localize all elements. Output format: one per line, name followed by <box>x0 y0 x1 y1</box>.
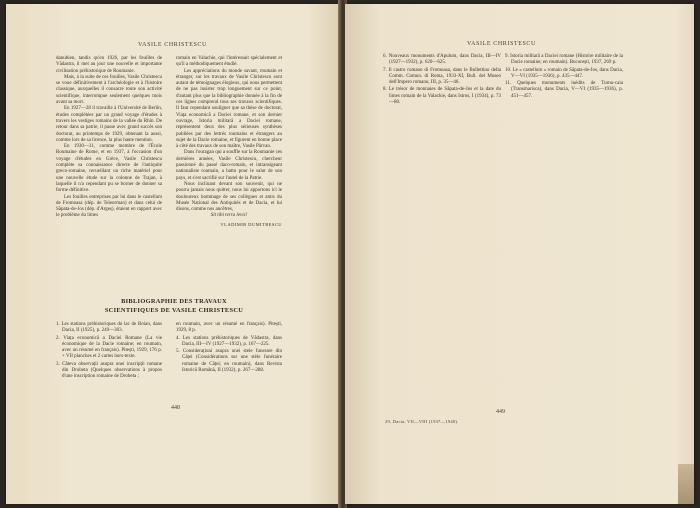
bibliography-item: 10. Le « castellum » romain de Săpata-de-Jos, dans Dacia, V—VI (1935—1936), p. 435—447. <box>505 67 623 79</box>
bibliography-item: en roumain, avec un résumé en français). Pitești, 1929, 8 p. <box>176 322 282 334</box>
paragraph: romain en Valachie, qui l'intéressait spécialement et qu'il a méthodiquement étudié. <box>176 56 282 68</box>
bibliography-item: 3. Câteva observații asupra unei inscripții romane din Drobeta (Quelques observations à propos d'une inscription romaine de Drobeta ; <box>56 361 162 380</box>
paragraph: Dans l'ouragan qui a souffle sur la Roumanie ces dernières années, Vasile Christescu, chercheur passionné du passé daco-romain, et intransigeant nationaliste roumain, a battu pour le salut de son pays, et s'est sacrifié sur l'autel de la Patrie. <box>176 150 282 181</box>
bibliography-item: 6. Nouveaux monuments d'Apulum, dans Dacia, III—IV (1927—1932), p. 620—625. <box>383 54 501 66</box>
running-head: VASILE CHRISTESCU <box>138 42 207 48</box>
signature-footer: 29, Dacia, VII—VIII (1937—1940). <box>385 419 459 424</box>
bibliography-title: BIBLIOGRAPHIE DES TRAVAUX SCIENTIFIQUES DE VASILE CHRISTESCU <box>104 298 244 314</box>
left-page <box>6 4 340 504</box>
bibliography-item: 11. Quelques monuments inédits de Turnu-caia (Transmarisca), dans Dacia, V—VI (1935—1936), p. 451—457. <box>505 81 623 99</box>
paragraph: En 1930—31, comme membre de l'École Roumaine de Rome, et en 1937, à l'occasion d'un voyage d'études en Grèce, Vasile Christescu complète sa connaissance directe de l'antiquité greco-romaine, recueillant un riche matériel pour une nouvelle étude sur la colonne de Trajan, à laquelle il n'a cependant pu se borner de donner sa forme définitive. <box>56 144 162 194</box>
bibliography-item: 4. Les stations préhistoriques de Vădastra, dans Dacia, III—IV (1927—1932), p. 167—225. <box>176 335 282 347</box>
text-column-1 <box>56 56 162 220</box>
bibliography-item: 7. Il castro romano di Fromoasa, dans le Bullettino della Comm. Comun. di Roma, 1933-XI, Bull. del Museo dell'Impero romano, III, p. 35—46. <box>383 67 501 86</box>
paragraph: En 1927—28 il travaille à l'Université de Berlin, études complétées par un grand voyage d'études à travers les vestiges romains de la vallée du Rhin. De retour dans sa patrie, il passe avec grand succès son doctorat, au printemps de 1929, obtenant la aussi, comme lors de sa licence, la plus haute mention. <box>56 106 162 143</box>
paragraph: Les fouilles entreprises par lui dans le castellum de Fromoasa (dép. de Teleorman) et dans celui de Săpata-de-Jos (dép. d'Argeș), étaient en rapport avec le problème du limes <box>56 194 162 219</box>
page-number: 449 <box>496 409 505 415</box>
bibliography-item: 9. Istoria militară a Daciei romane (Histoire militaire de la Dacie romaine; en roumain). București, 1937, 269 p. <box>505 54 623 66</box>
paragraph: danubien, tandis qu'en 1926, par les fouilles de Vădastra, il met au jour une nouvelle et importante civilisation préhistorique de Roumanie. <box>56 56 162 74</box>
page-edge <box>678 464 694 504</box>
running-head: VASILE CHRISTESCU <box>467 41 536 47</box>
bibliography-column-1 <box>56 322 162 382</box>
bibliography-item: 5. Considerațiuni asupra unei stele funerare din Câței (Considérations sur une stèle funéraire romaine de Câței; en roumain), dans Revista Istorică Română, II (1932), p. 267—288. <box>176 349 282 374</box>
bibliography-column-2 <box>176 322 282 375</box>
paragraph: Les appréciations du monde savant, roumain et étranger, sur les travaux de Vasile Christescu sont autant de témoignages élogieux, qui nous permettent de ne pas insister trop longuement sur ce point, d'autant plus que la bibliographie donnée à la fin de ces lignes comprend tous ses travaux scientifiques. Il faut cependant souligner que sa thèse de doctorat, Viața economică a Daciei romane, et son dernier ouvrage, Istoria militară a Daciei romane, représentent deux des plus sérieuses synthèses publiées par des lettrés roumains et étrangers au sujet de la Dacie romaine, et figurent en bonne place à côté des travaux de son maître, Vasile Pârvan. <box>176 68 282 150</box>
latin-phrase: Sit tibi terra levis! <box>210 213 248 219</box>
bibliography-column-4 <box>505 54 623 101</box>
paragraph: Nous inclinant devant son souvenir, qui ne pourra jamais nous quitter, nous lui apportons ici le douloureux hommage de ses collègues et amis du Musée National des Antiquités et de Dacia, et lui disons, comme nos ancêtres, <box>176 181 282 213</box>
bibliography-column-3 <box>383 54 501 107</box>
paragraph: Mais, à la suite de ces fouilles, Vasile Christescu se voue définitivement à l'archéologie et à l'histoire classique, auxquelles il consacre toute son activité scientifique, interrompue seulement quelques mois avant sa mort. <box>56 74 162 106</box>
bibliography-item: 2. Viața economică a Daciei Romane (La vie économique de la Dacie romaine; en roumain, avec un résumé en français). Pitești, 1929, 176 p. + VII planches et 2 cartes hors-texte. <box>56 335 162 360</box>
bibliography-item: 1. Les stations préhistoriques du lac de Boian, dans Dacia, II (1925), p. 249—303. <box>56 322 162 334</box>
right-page <box>345 4 694 504</box>
signature: VLADIMIR DUMITRESCU <box>220 221 282 227</box>
text-column-2 <box>176 56 282 228</box>
page-number: 448 <box>171 405 180 411</box>
bibliography-item: 8. Le trésor de monnaies de Săpata-de-Jos et la date du limes romain de la Valachie, dans Istros, I (1934), p. 73—80. <box>383 87 501 106</box>
